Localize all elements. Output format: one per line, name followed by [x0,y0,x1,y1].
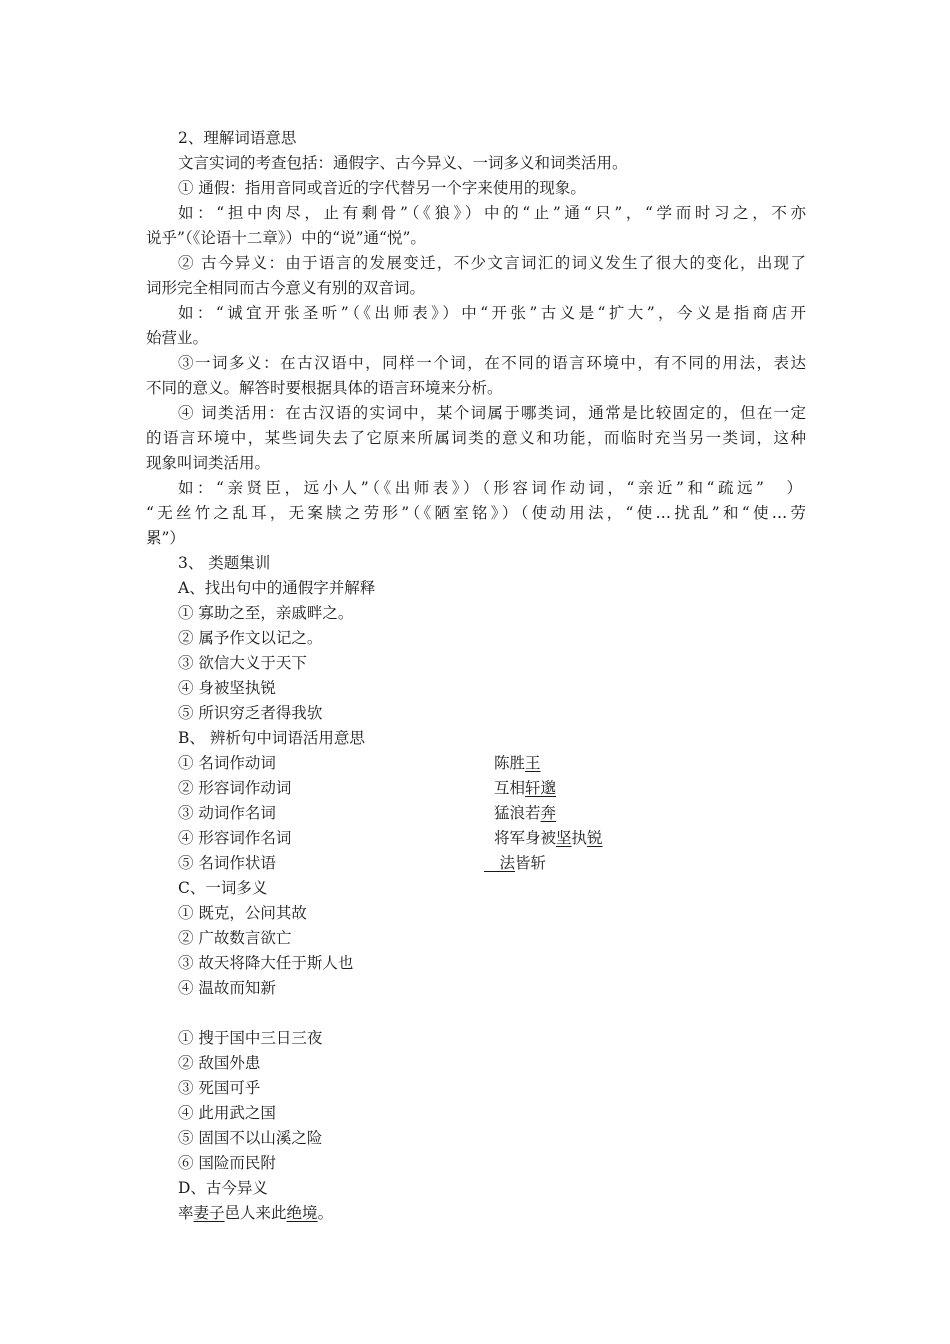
partB-example [494,828,603,848]
underlined-word: 奔 [540,804,557,822]
partC-item: ⑥ 国险而民附 [178,1154,276,1172]
partB-row [178,753,578,773]
cilei-definition-line2: 的语言环境中，某些词失去了它原来所属词类的意义和功能，而临时充当另一类词，这种 [146,429,806,447]
partC-heading: C、一词多义 [178,879,268,897]
partC-item: ② 广故数言欲亡 [178,929,292,947]
cilei-definition-line1: ④ 词类活用：在古汉语的实词中，某个词属于哪类词，通常是比较固定的，但在一定 [178,404,806,422]
gujin-definition-line1: ② 古今异义：由于语言的发展变迁，不少文言词汇的词义发生了很大的变化，出现了 [178,254,806,272]
example-text: 皆斩 [515,854,547,872]
partD-heading: D、古今异义 [178,1179,268,1197]
cilei-example-line2: “无丝竹之乱耳，无案牍之劳形”（《陋室铭》）（使动用法，“使…扰乱”和“使…劳 [146,504,806,522]
partB-usage-label: ⑤ 名词作状语 [178,854,276,872]
partC-item: ④ 此用武之国 [178,1104,276,1122]
partC-item: ③ 死国可乎 [178,1079,261,1097]
example-text: 将军身被 [494,829,557,847]
partB-example [484,853,546,873]
partB-row [178,853,578,873]
gujin-definition-line2: 词形完全相同而古今意义有别的双音词。 [146,279,426,297]
partB-row [178,778,578,798]
partC-item: ④ 温故而知新 [178,979,276,997]
tongjia-definition: ① 通假：指用音同或音近的字代替另一个字来使用的现象。 [178,179,586,197]
partC-item: ① 搜于国中三日三夜 [178,1029,323,1047]
example-text: 执 [571,829,588,847]
example-text: 陈胜 [494,754,526,772]
sentence-text: 。 [317,1204,334,1222]
underlined-word: 锐 [587,829,603,847]
partA-item: ④ 身被坚执锐 [178,679,276,697]
yici-definition-line2: 不同的意义。解答时要根据具体的语言环境来分析。 [146,379,503,397]
underlined-word: 轩邈 [525,779,557,797]
partA-item: ② 属予作文以记之。 [178,629,323,647]
partB-usage-label: ① 名词作动词 [178,754,276,772]
yici-definition-line1: ③一词多义：在古汉语中，同样一个词，在不同的语言环境中，有不同的用法，表达 [178,354,806,372]
section3-heading: 3、 类题集训 [178,554,271,572]
tongjia-example-line2: 说乎”（《论语十二章》）中的“说”通“悦”。 [146,229,426,247]
partB-example [494,803,556,823]
cilei-example-line3: 累”） [146,529,185,547]
partB-example [494,753,541,773]
partB-heading: B、 辨析句中词语活用意思 [178,729,365,747]
underlined-word: 坚 [556,829,572,847]
partC-item: ① 既克，公问其故 [178,904,307,922]
partC-item: ⑤ 固国不以山溪之险 [178,1129,323,1147]
underlined-word: 法 [484,854,516,872]
gujin-example-line2: 始营业。 [146,329,209,347]
partA-item: ⑤ 所识穷乏者得我欤 [178,704,323,722]
cilei-example-line1: 如：“亲贤臣，远小人”（《出师表》）（形容词作动词，“亲近”和“疏远” ） [178,479,802,497]
partD-sentence [178,1203,333,1223]
partA-item: ① 寡助之至，亲戚畔之。 [178,604,354,622]
sentence-text: 邑人来此 [224,1204,287,1222]
example-text: 猛浪若 [494,804,541,822]
partB-usage-label: ② 形容词作动词 [178,779,292,797]
partB-example [494,778,556,798]
partC-item: ③ 故天将降大任于斯人也 [178,954,354,972]
underlined-word: 王 [525,754,541,772]
example-text: 互相 [494,779,526,797]
partB-usage-label: ④ 形容词作名词 [178,829,292,847]
underlined-word: 绝境 [286,1204,318,1222]
partB-usage-label: ③ 动词作名词 [178,804,276,822]
intro-text: 文言实词的考查包括：通假字、古今异义、一词多义和词类活用。 [178,154,628,172]
sentence-text: 率 [178,1204,194,1222]
partA-heading: A、找出句中的通假字并解释 [178,579,376,597]
cilei-definition-line3: 现象叫词类活用。 [146,454,271,472]
partC-item: ② 敌国外患 [178,1054,261,1072]
gujin-example-line1: 如：“诚宜开张圣听”（《出师表》）中“开张”古义是“扩大”，今义是指商店开 [178,304,806,322]
tongjia-example-line1: 如：“担中肉尽，止有剩骨”（《狼》）中的“止”通“只”，“学而时习之，不亦 [178,204,806,222]
underlined-word: 妻子 [193,1204,225,1222]
partB-row [178,803,578,823]
partA-item: ③ 欲信大义于天下 [178,654,307,672]
section2-heading: 2、理解词语意思 [178,129,297,147]
partB-row [178,828,603,848]
